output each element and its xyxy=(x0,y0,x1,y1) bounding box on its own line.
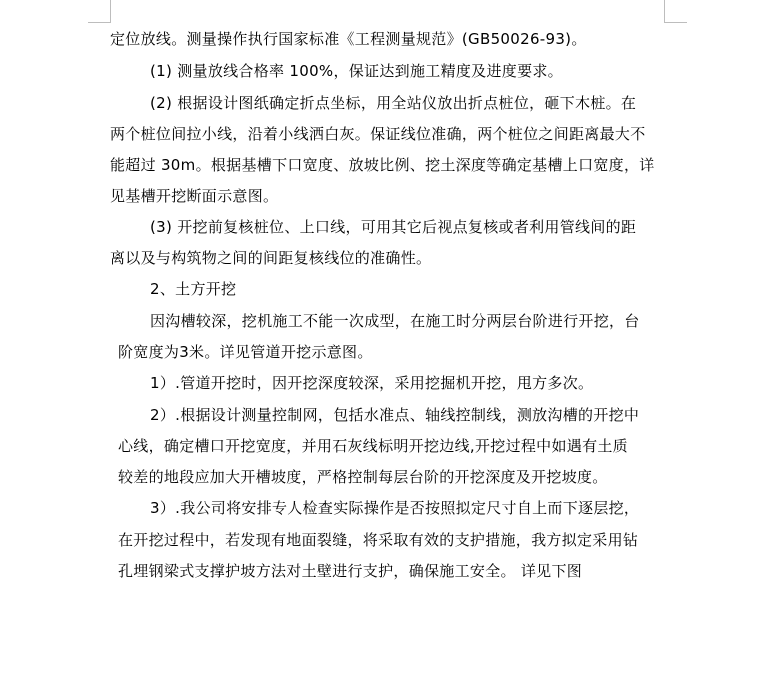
text-line-15: 较差的地段应加大开槽坡度，严格控制每层台阶的开挖深度及开挖坡度。 xyxy=(118,468,608,486)
text-line-13: 2）.根据设计测量控制网，包括水准点、轴线控制线，测放沟槽的开挖中 xyxy=(150,406,640,424)
text-line-11: 阶宽度为3米。详见管道开挖示意图。 xyxy=(118,343,373,361)
text-line-6: 见基槽开挖断面示意图。 xyxy=(110,187,279,205)
text-line-3: (2) 根据设计图纸确定折点坐标，用全站仪放出折点桩位，砸下木桩。在 xyxy=(150,94,637,112)
text-line-12: 1）.管道开挖时，因开挖深度较深，采用挖掘机开挖，甩方多次。 xyxy=(150,374,594,392)
page-corner-mark-left xyxy=(88,0,111,23)
text-line-18: 孔埋钢梁式支撑护坡方法对土壁进行支护，确保施工安全。 详见下图 xyxy=(118,562,583,580)
text-line-10: 因沟槽较深，挖机施工不能一次成型，在施工时分两层台阶进行开挖，台 xyxy=(150,312,640,330)
text-line-2: (1) 测量放线合格率 100%，保证达到施工精度及进度要求。 xyxy=(150,62,563,80)
text-line-5: 能超过 30m。根据基槽下口宽度、放坡比例、挖土深度等确定基槽上口宽度，详 xyxy=(110,156,655,174)
text-line-17: 在开挖过程中，若发现有地面裂缝，将采取有效的支护措施，我方拟定采用钻 xyxy=(118,531,639,549)
section-heading-earthwork: 2、土方开挖 xyxy=(150,280,237,298)
text-line-16: 3）.我公司将安排专人检查实际操作是否按照拟定尺寸自上而下逐层挖， xyxy=(150,499,640,517)
text-line-14: 心线，确定槽口开挖宽度，并用石灰线标明开挖边线,开挖过程中如遇有土质 xyxy=(118,437,628,455)
text-line-8: 离以及与构筑物之间的间距复核线位的准确性。 xyxy=(110,249,432,267)
page-corner-mark-right xyxy=(664,0,687,23)
text-line-1: 定位放线。测量操作执行国家标准《工程测量规范》(GB50026-93)。 xyxy=(110,30,587,48)
text-line-7: (3) 开挖前复核桩位、上口线，可用其它后视点复核或者利用管线间的距 xyxy=(150,218,637,236)
text-line-4: 两个桩位间拉小线，沿着小线洒白灰。保证线位准确，两个桩位之间距离最大不 xyxy=(110,125,646,143)
